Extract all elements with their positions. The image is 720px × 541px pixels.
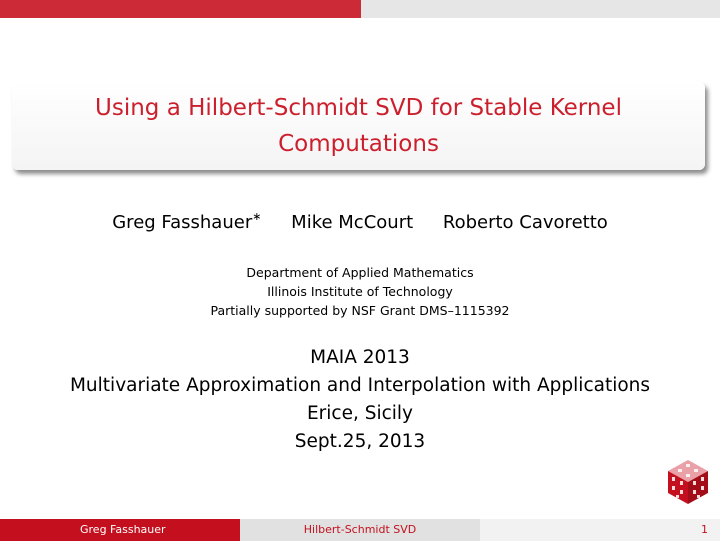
- footer-page-number: 1: [480, 519, 720, 541]
- footer-title: Hilbert-Schmidt SVD: [240, 519, 480, 541]
- footer: [0, 519, 720, 541]
- iit-cube-logo-icon: [666, 458, 710, 506]
- conference-info: [0, 344, 720, 456]
- affiliation-department: Department of Applied Mathematics: [246, 265, 474, 280]
- top-bar: [0, 0, 720, 18]
- conference-location: Erice, Sicily: [306, 403, 414, 424]
- author-1-name: Greg Fasshauer: [112, 212, 253, 233]
- top-bar-red: [0, 0, 361, 18]
- title-box: [12, 82, 705, 170]
- author-1: [112, 210, 261, 233]
- affiliation: [0, 263, 720, 320]
- footer-author: Greg Fasshauer: [0, 519, 240, 541]
- author-3: Roberto Cavoretto: [442, 212, 608, 233]
- author-list: [0, 210, 720, 233]
- author-2: Mike McCourt: [291, 212, 414, 233]
- conference-date: Sept.25, 2013: [294, 431, 426, 452]
- top-bar-grey: [361, 0, 720, 18]
- conference-name: MAIA 2013: [310, 347, 410, 368]
- slide-title: Using a Hilbert-Schmidt SVD for Stable Kernel Computations: [95, 95, 622, 157]
- affiliation-institute: Illinois Institute of Technology: [267, 284, 453, 299]
- author-mark: ∗: [252, 210, 262, 223]
- conference-fullname: Multivariate Approximation and Interpolation with Applications: [69, 375, 651, 396]
- affiliation-grant: Partially supported by NSF Grant DMS–1115392: [210, 303, 510, 318]
